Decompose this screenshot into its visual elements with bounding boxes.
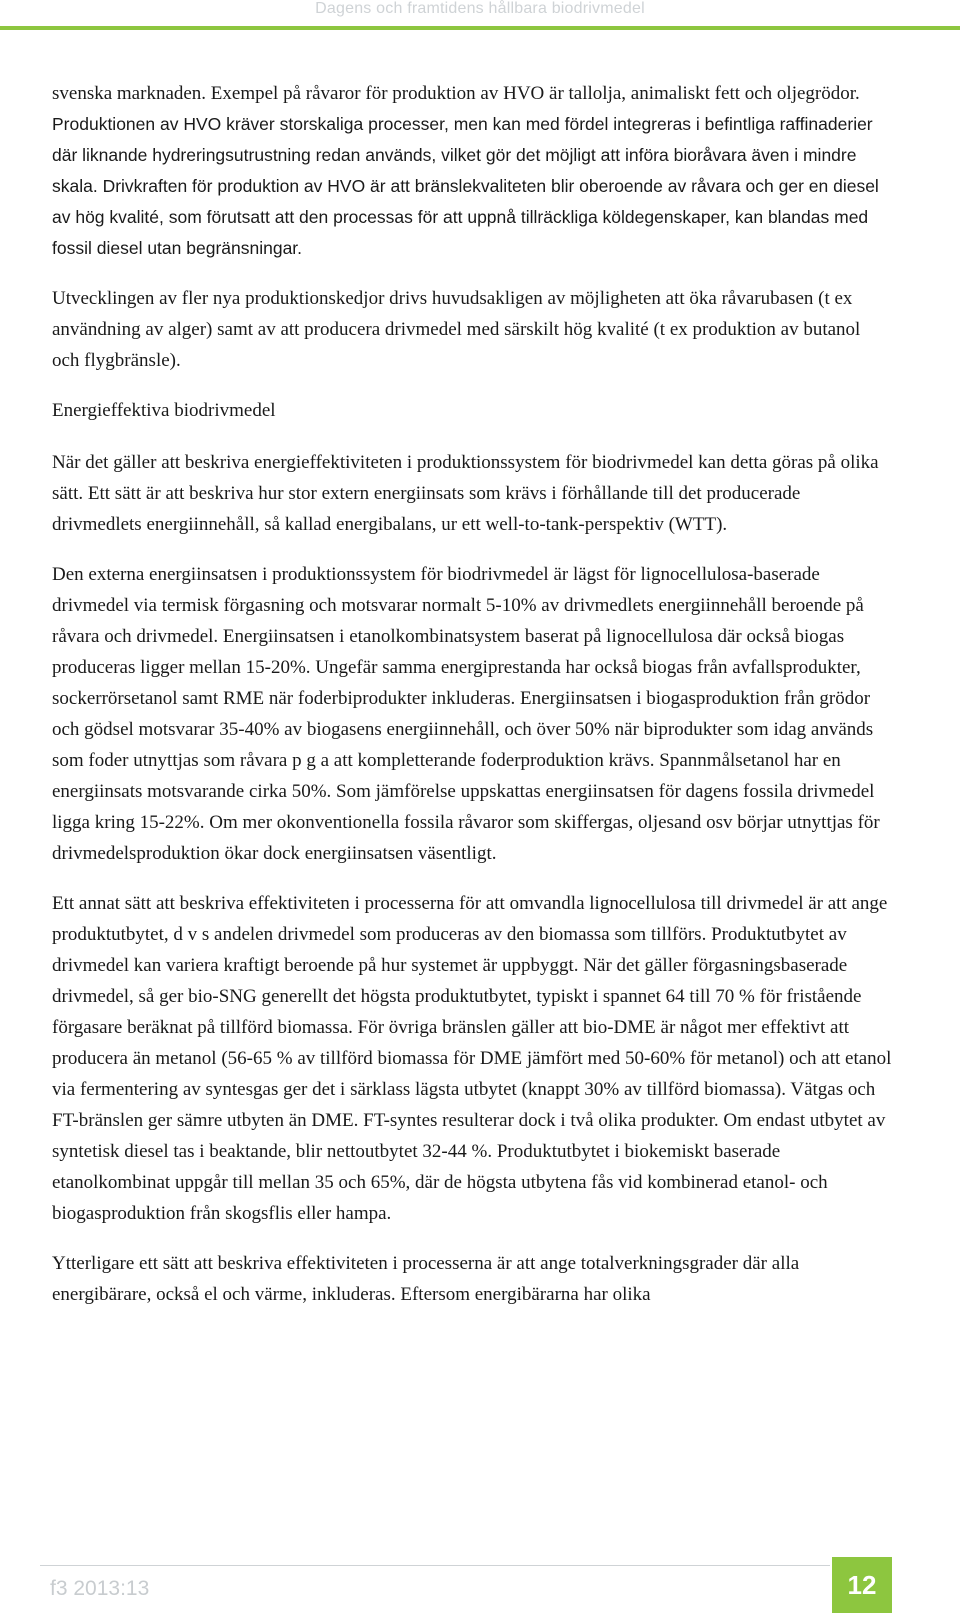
paragraph-total-efficiency: Ytterligare ett sätt att beskriva effektiviteten i processerna är att ange totalverkningsgrader där alla energibärare, också el och värme, inkluderas. Eftersom energibärarna har olika <box>52 1253 800 1305</box>
section-heading: Energieffektiva biodrivmedel <box>52 400 276 421</box>
document-body <box>52 78 892 1329</box>
page-number-badge <box>832 1557 892 1613</box>
paragraph-energy-input: Den externa energiinsatsen i produktionssystem för biodrivmedel är lägst för lignocellulosa-baserade drivmedel via termisk förgasning och motsvarar normalt 5-10% av drivmedlets energiinnehåll beroende på råvara och drivmedel. Energiinsatsen i etanolkombinatsystem baserat på lignocellulosa där också biogas produceras ligger mellan 15-20%. Ungefär samma energiprestanda har också biogas från avfallsprodukter, sockerrörsetanol samt RME när foderbiprodukter inkluderas. Energiinsatsen i biogasproduktion från grödor och gödsel motsvarar 35-40% av biogasens energiinnehåll, och över 50% när biprodukter som idag används som foder utnyttjas som råvara p g a att kompletterande foderproduktion krävs. Spannmålsetanol har en energiinsats motsvarande cirka 50%. Som jämförelse uppskattas energiinsatsen för dagens fossila drivmedel ligga kring 15-22%. Om mer okonventionella fossila råvaror som skiffergas, oljesand osv börjar utnyttjas för drivmedelsproduktion ökar dock energiinsatsen väsentligt. <box>52 564 880 864</box>
footer-divider <box>40 1565 830 1566</box>
paragraph-product-yield: Ett annat sätt att beskriva effektiviteten i processerna för att omvandla lignocellulosa till drivmedel är att ange produktutbytet, d v s andelen drivmedel som produceras av den biomassa som tillförs. Produktutbytet av drivmedel kan variera kraftigt beroende på hur systemet är uppbyggt. När det gäller förgasningsbaserade drivmedel, så ger bio-SNG generellt det högsta produktutbytet, typiskt i spannet 64 till 70 % för fristående förgasare beräknat på tillförd biomassa. För övriga bränslen gäller att bio-DME är något mer effektivt att producera än metanol (56-65 % av tillförd biomassa för DME jämfört med 50-60% för metanol) och att etanol via fermentering av syntesgas ger det i särklass lägsta utbytet (knappt 30% av tillförd biomassa). Vätgas och FT-bränslen ger sämre utbyten än DME. FT-syntes resulterar dock i två olika produkter. Om endast utbytet av syntetisk diesel tas i beaktande, blir nettoutbytet 32-44 %. Produktutbytet i biokemiskt baserade etanolkombinat uppgår till mellan 35 och 65%, där de högsta utbytena fås vid kombinerad etanol- och biogasproduktion från skogsflis eller hampa. <box>52 893 892 1224</box>
header-divider <box>0 26 960 30</box>
footer-document-id: f3 2013:13 <box>50 1577 150 1600</box>
paragraph-hvo-part2: Produktionen av HVO kräver storskaliga processer, men kan med fördel integreras i befintliga raffinaderier där liknande hydreringsutrustning redan används, vilket gör det möjligt att införa bioråvara även i mindre skala. Drivkraften för produktion av HVO är att bränslekvaliteten blir oberoende av råvara och ger en diesel av hög kvalité, som förutsatt att den processas för att uppnå tillräckliga köldegenskaper, kan blandas med fossil diesel utan begränsningar. <box>52 114 879 258</box>
paragraph-hvo <box>52 78 892 264</box>
paragraph-hvo-part1: svenska marknaden. Exempel på råvaror för produktion av HVO är tallolja, animaliskt fett och oljegrödor. <box>52 83 860 104</box>
page-number: 12 <box>847 1569 877 1600</box>
paragraph-energy-efficiency: När det gäller att beskriva energieffektiviteten i produktionssystem för biodrivmedel kan detta göras på olika sätt. Ett sätt är att beskriva hur stor extern energiinsats som krävs i förhållande till det producerade drivmedlets energiinnehåll, så kallad energibalans, ur ett well-to-tank-perspektiv (WTT). <box>52 452 879 535</box>
paragraph-production-chains: Utvecklingen av fler nya produktionskedjor drivs huvudsakligen av möjligheten att öka råvarubasen (t ex användning av alger) samt av att producera drivmedel med särskilt hög kvalité (t ex produktion av butanol och flygbränsle). <box>52 288 861 371</box>
running-header: Dagens och framtidens hållbara biodrivmedel <box>315 0 645 17</box>
